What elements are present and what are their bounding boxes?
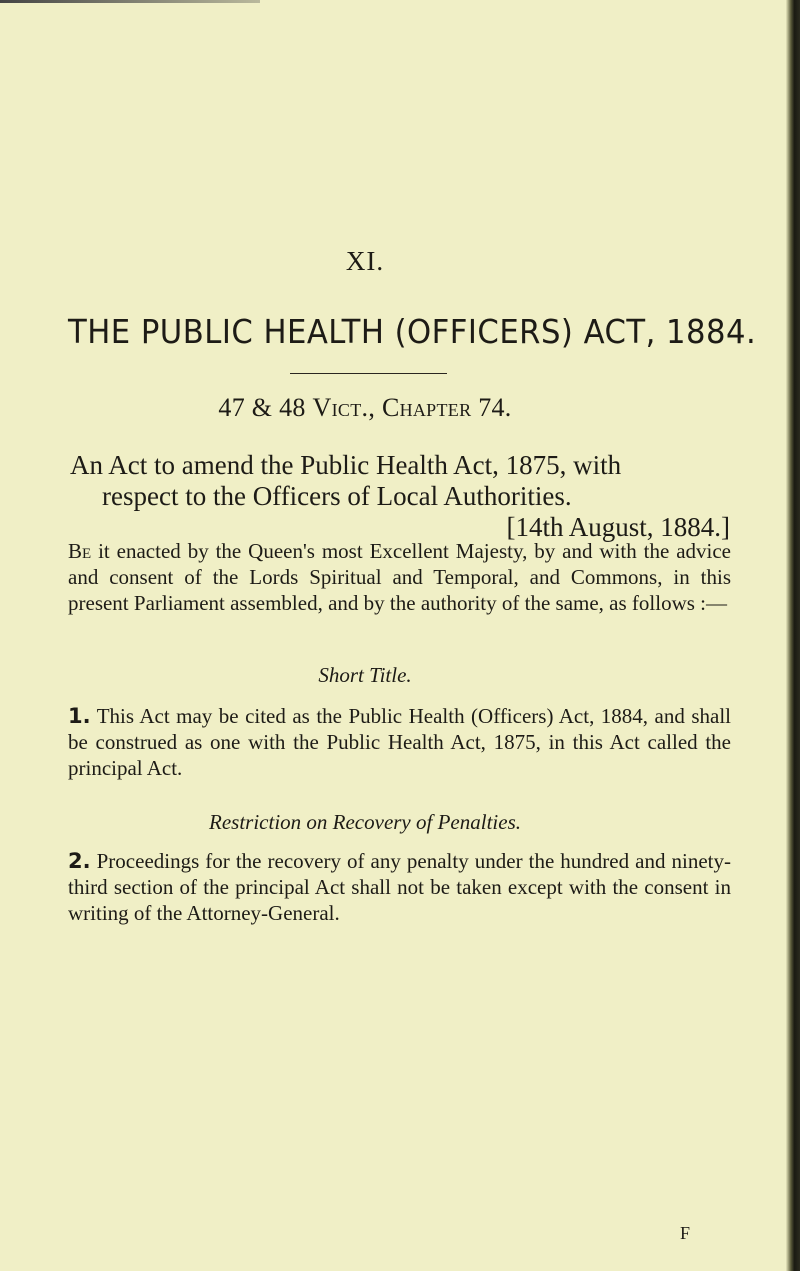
section-1-number: 1. — [68, 704, 91, 728]
section-2-text: Proceedings for the recovery of any penalty under the hundred and ninety-third section of the principal Act shall not be taken except with the consent in writing of the Attorney-General. — [68, 849, 731, 925]
royal-assent-date: [14th August, 1884.] — [506, 512, 730, 542]
enacting-formula — [68, 538, 731, 616]
long-title-line-2: respect to the Officers of Local Authorities. — [102, 481, 572, 511]
section-1 — [68, 703, 731, 781]
long-title-line-1: An Act to amend the Public Health Act, 1875, with — [70, 450, 622, 480]
section-1-heading: Short Title. — [318, 663, 412, 687]
chapter-number: 74. — [478, 393, 512, 422]
section-1-text: This Act may be cited as the Public Health (Officers) Act, 1884, and shall be construed as one with the Public Health Act, 1875, in this Act called the principal Act. — [68, 704, 731, 780]
page-top-edge — [0, 0, 260, 3]
signature-mark: F — [680, 1223, 691, 1243]
section-2-number: 2. — [68, 849, 91, 873]
title-divider — [290, 373, 447, 374]
page-binding-edge — [786, 0, 800, 1271]
chapter-citation: 47 & 48 Vict., Chapter 74. — [218, 393, 512, 422]
enacting-lead-word: Be — [68, 539, 92, 563]
chapter-word: Chapter — [381, 393, 472, 422]
chapter-regnal-years: 47 & 48 — [218, 393, 306, 422]
act-number: XI. — [345, 246, 385, 276]
act-title: THE PUBLIC HEALTH (OFFICERS) ACT, 1884. — [68, 312, 757, 351]
long-title — [70, 450, 730, 543]
section-2 — [68, 848, 731, 926]
section-2-heading: Restriction on Recovery of Penalties. — [209, 810, 521, 834]
enacting-text: it enacted by the Queen's most Excellent Majesty, by and with the advice and consent of the Lords Spiritual and Temporal, and Commons, in this present Parliament assembled, and by the authority of the same, as follows :— — [68, 539, 731, 615]
chapter-vict: Vict. — [312, 393, 369, 422]
